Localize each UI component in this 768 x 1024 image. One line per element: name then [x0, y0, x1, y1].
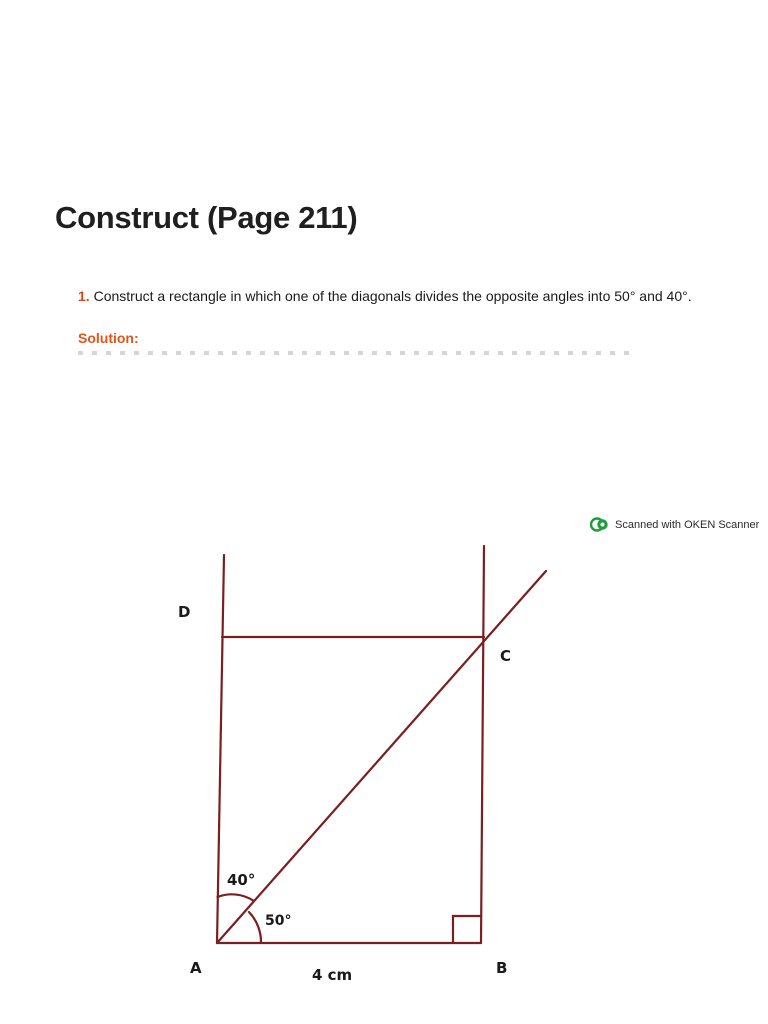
question-body: Construct a rectangle in which one of the diagonals divides the opposite angles into 50° and 40°. — [93, 288, 692, 304]
scanner-text: Scanned with OKEN Scanner — [615, 518, 760, 531]
solution-label: Solution: — [78, 330, 139, 346]
angle-arc-50 — [249, 912, 261, 943]
page-title: Construct (Page 211) — [55, 200, 358, 235]
vertex-label-b: B — [496, 959, 508, 977]
vertex-label-a: A — [190, 959, 202, 977]
angle-label-50: 50° — [265, 913, 292, 929]
vertex-label-d: D — [178, 603, 191, 621]
base-length-label: 4 cm — [312, 966, 353, 984]
question-number: 1. — [78, 288, 90, 304]
diagonal-ac — [217, 571, 546, 943]
right-vertical-line — [481, 546, 484, 943]
angle-arc-40 — [218, 894, 255, 901]
vertex-label-c: C — [500, 647, 512, 665]
right-angle-mark — [453, 916, 481, 943]
angle-label-40: 40° — [227, 871, 256, 889]
left-vertical-line — [217, 555, 224, 943]
